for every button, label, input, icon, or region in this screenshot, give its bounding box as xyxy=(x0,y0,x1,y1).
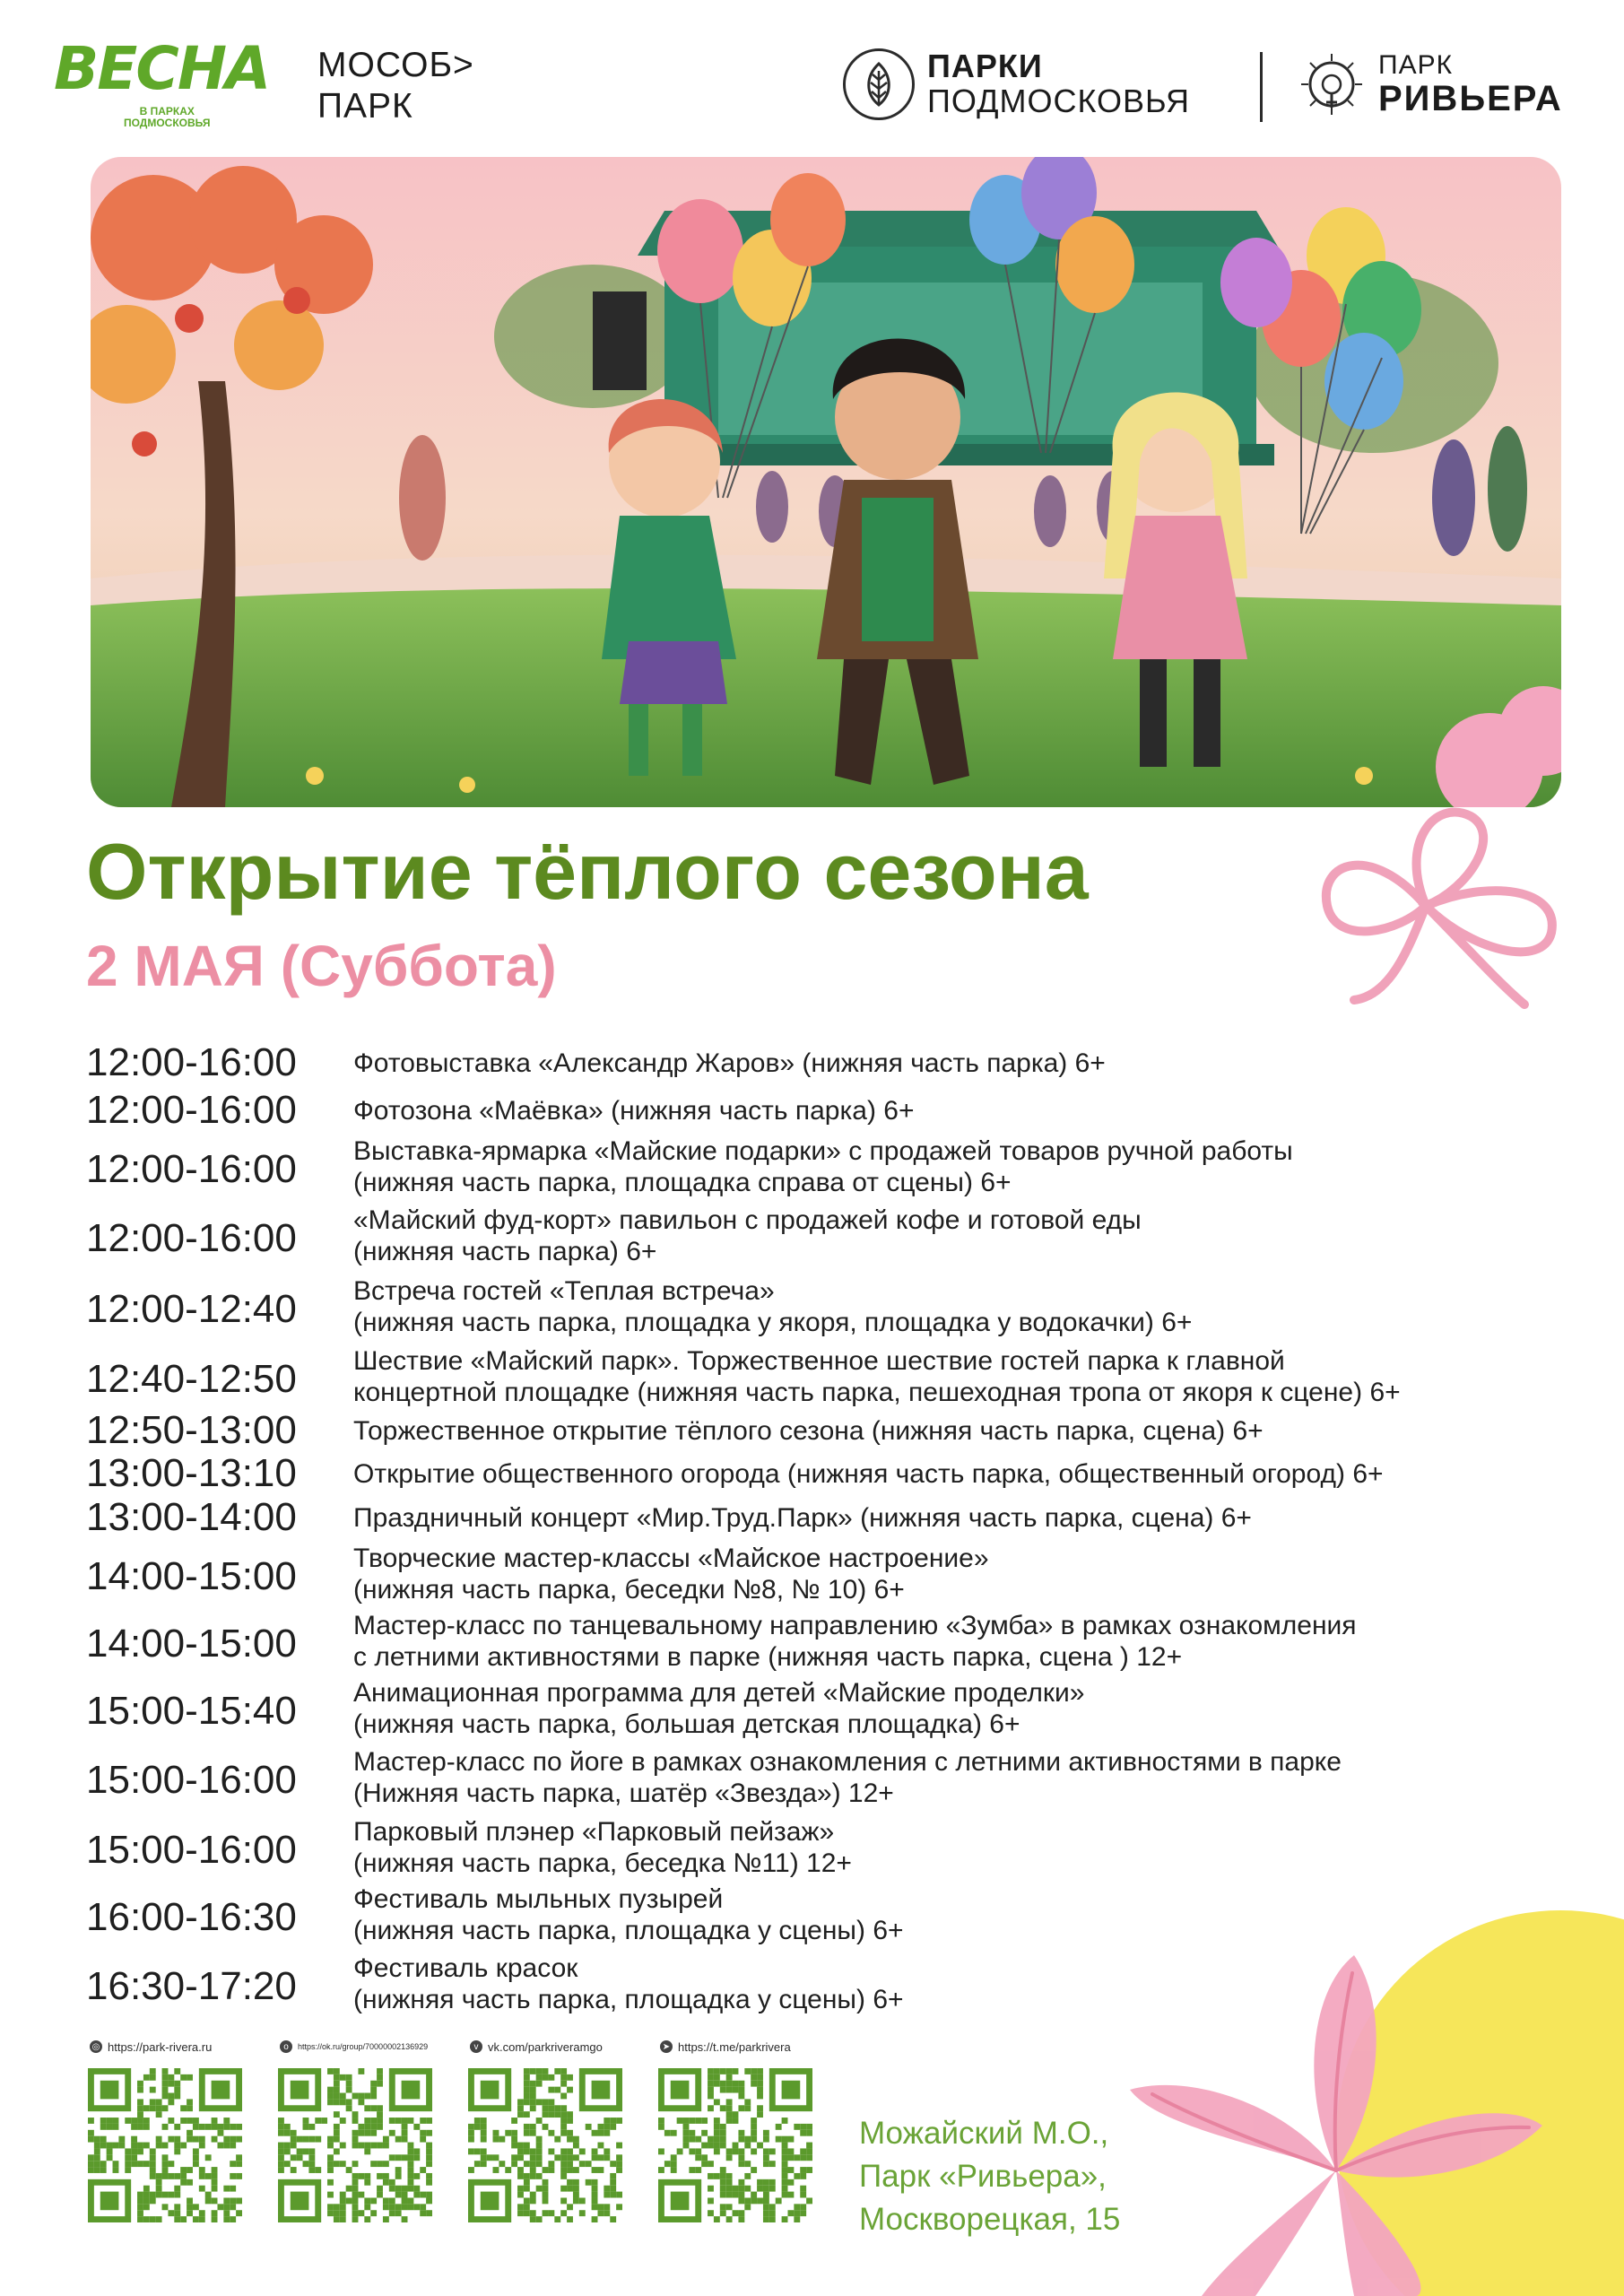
schedule-desc xyxy=(353,1205,1142,1267)
schedule-time: 15:00-16:00 xyxy=(86,1828,297,1872)
schedule-desc xyxy=(353,1095,915,1126)
qr-link-label: https://ok.ru/group/70000002136929 xyxy=(298,2042,429,2051)
event-title: Открытие тёплого сезона xyxy=(86,827,1089,916)
schedule-desc-line: Парковый плэнер «Парковый пейзаж» xyxy=(353,1817,835,1847)
qr-block-vk[interactable] xyxy=(468,2038,638,2227)
riviera-line2: РИВЬЕРА xyxy=(1378,79,1563,118)
schedule-desc xyxy=(353,1677,1084,1740)
schedule-desc-line: (нижняя часть парка, площадка у сцены) 6+ xyxy=(353,1916,904,1945)
schedule-desc-line: (нижняя часть парка, площадка у якоря, площадка у водокачки) 6+ xyxy=(353,1308,1193,1337)
schedule-time: 12:00-16:00 xyxy=(86,1040,297,1084)
address-line: Москворецкая, 15 xyxy=(859,2202,1121,2237)
schedule-time: 14:00-15:00 xyxy=(86,1554,297,1598)
schedule-desc xyxy=(353,1345,1401,1408)
schedule-desc xyxy=(353,1610,1357,1673)
schedule-desc-line: Мастер-класс по танцевальному направлению «Зумба» в рамках ознакомления xyxy=(353,1611,1357,1640)
schedule-time: 12:00-12:40 xyxy=(86,1287,297,1331)
qr-code-icon[interactable] xyxy=(468,2068,622,2222)
schedule-desc-line: Творческие мастер-классы «Майское настроение» xyxy=(353,1544,989,1573)
qr-link-label: vk.com/parkriveramgo xyxy=(488,2039,603,2054)
schedule-desc-line: (нижняя часть парка, беседка №11) 12+ xyxy=(353,1848,852,1878)
schedule-desc xyxy=(353,1746,1342,1809)
schedule-desc-line: Шествие «Майский парк». Торжественное шествие гостей парка к главной xyxy=(353,1346,1285,1376)
schedule-desc-line: Фестиваль мыльных пузырей xyxy=(353,1884,724,1914)
vesna-logo-subtitle xyxy=(124,106,210,129)
schedule-time: 13:00-14:00 xyxy=(86,1495,297,1539)
schedule-desc xyxy=(353,1952,904,2015)
vk-icon: v xyxy=(470,2040,482,2053)
globe-icon: ◎ xyxy=(90,2040,102,2053)
parki-line1: ПАРКИ xyxy=(927,48,1043,84)
schedule-desc-line: Выставка-ярмарка «Майские подарки» с продажей товаров ручной работы xyxy=(353,1136,1293,1166)
schedule-desc-line: Открытие общественного огорода (нижняя часть парка, общественный огород) 6+ xyxy=(353,1459,1384,1489)
event-date: 2 МАЯ (Суббота) xyxy=(86,934,557,998)
schedule-time: 12:00-16:00 xyxy=(86,1088,297,1132)
schedule-desc xyxy=(353,1048,1106,1079)
address-line: Можайский М.О., xyxy=(859,2116,1109,2151)
schedule-desc-line: (нижняя часть парка, большая детская площадка) 6+ xyxy=(353,1709,1020,1739)
vesna-sub-line1: В ПАРКАХ xyxy=(139,105,195,117)
telegram-icon: ➤ xyxy=(660,2040,673,2053)
address-line: Парк «Ривьера», xyxy=(859,2159,1107,2194)
schedule-desc xyxy=(353,1502,1252,1534)
schedule-desc xyxy=(353,1135,1293,1198)
riviera-line1: ПАРК xyxy=(1378,50,1454,80)
parki-line2: ПОДМОСКОВЬЯ xyxy=(927,83,1191,119)
decor-flower-bottom xyxy=(1121,1937,1624,2296)
schedule-time: 14:00-15:00 xyxy=(86,1622,297,1665)
qr-block-ok[interactable] xyxy=(278,2038,448,2227)
schedule-desc xyxy=(353,1458,1384,1490)
ok-icon: o xyxy=(280,2040,292,2053)
logo-mosoblpark xyxy=(317,45,474,127)
schedule-desc-line: Фотовыставка «Александр Жаров» (нижняя часть парка) 6+ xyxy=(353,1048,1106,1078)
schedule-desc-line: (нижняя часть парка, беседки №8, № 10) 6+ xyxy=(353,1575,905,1605)
schedule-desc xyxy=(353,1275,1192,1338)
schedule-desc-line: Фотозона «Маёвка» (нижняя часть парка) 6+ xyxy=(353,1096,915,1126)
schedule-time: 12:00-16:00 xyxy=(86,1147,297,1191)
schedule-time: 12:50-13:00 xyxy=(86,1408,297,1452)
mosobl-line1: МОСОБ> xyxy=(317,46,474,84)
mosobl-line2: ПАРК xyxy=(317,87,413,126)
schedule-time: 16:00-16:30 xyxy=(86,1895,297,1939)
schedule-time: 15:00-16:00 xyxy=(86,1758,297,1802)
schedule-desc-line: Торжественное открытие тёплого сезона (нижняя часть парка, сцена) 6+ xyxy=(353,1416,1264,1446)
schedule-desc-line: «Майский фуд-корт» павильон с продажей кофе и готовой еды xyxy=(353,1205,1142,1235)
schedule-desc-line: концертной площадке (нижняя часть парка, пешеходная тропа от якоря к сцене) 6+ xyxy=(353,1378,1401,1407)
vesna-logo-word: ВЕСНА xyxy=(54,34,270,103)
schedule-desc-line: Праздничный концерт «Мир.Труд.Парк» (нижняя часть парка, сцена) 6+ xyxy=(353,1503,1252,1533)
qr-link-label: https://t.me/parkrivera xyxy=(678,2039,791,2054)
decor-flower-top xyxy=(1291,789,1624,1013)
qr-link-label: https://park-rivera.ru xyxy=(108,2039,213,2054)
logo-park-riviera xyxy=(1296,48,1563,120)
logo-parki-podmoskovya xyxy=(843,48,1190,120)
leaf-icon xyxy=(843,48,915,120)
schedule-desc xyxy=(353,1816,852,1879)
schedule-desc-line: Фестиваль красок xyxy=(353,1953,578,1983)
qr-code-icon[interactable] xyxy=(658,2068,812,2222)
venue-address xyxy=(859,2112,1120,2241)
qr-link-vk[interactable] xyxy=(470,2038,638,2056)
schedule-time: 12:00-16:00 xyxy=(86,1216,297,1260)
qr-link-ok[interactable] xyxy=(280,2038,448,2056)
schedule-desc-line: (нижняя часть парка, площадка у сцены) 6+ xyxy=(353,1985,904,2014)
schedule-desc xyxy=(353,1415,1264,1447)
riviera-emblem-icon xyxy=(1296,48,1368,120)
logo-vesna xyxy=(54,34,270,138)
schedule-desc-line: (нижняя часть парка) 6+ xyxy=(353,1237,657,1266)
vesna-sub-line2: ПОДМОСКОВЬЯ xyxy=(124,117,211,129)
schedule-desc xyxy=(353,1883,904,1946)
qr-link-website[interactable] xyxy=(90,2038,258,2056)
schedule-desc xyxy=(353,1543,989,1605)
schedule-time: 15:00-15:40 xyxy=(86,1689,297,1733)
schedule-desc-line: Мастер-класс по йоге в рамках ознакомления с летними активностями в парке xyxy=(353,1747,1342,1777)
schedule-desc-line: (нижняя часть парка, площадка справа от сцены) 6+ xyxy=(353,1168,1012,1197)
qr-code-icon[interactable] xyxy=(88,2068,242,2222)
header-divider xyxy=(1260,52,1263,122)
qr-block-telegram[interactable] xyxy=(658,2038,829,2227)
schedule-desc-line: (Нижняя часть парка, шатёр «Звезда») 12+ xyxy=(353,1779,894,1808)
schedule-desc-line: с летними активностями в парке (нижняя часть парка, сцена ) 12+ xyxy=(353,1642,1183,1672)
qr-block-website[interactable] xyxy=(88,2038,258,2227)
hero-illustration xyxy=(91,157,1561,807)
schedule-time: 12:40-12:50 xyxy=(86,1357,297,1401)
qr-link-telegram[interactable] xyxy=(660,2038,829,2056)
schedule-time: 13:00-13:10 xyxy=(86,1451,297,1495)
schedule-desc-line: Встреча гостей «Теплая встреча» xyxy=(353,1276,775,1306)
schedule-time: 16:30-17:20 xyxy=(86,1964,297,2008)
schedule-desc-line: Анимационная программа для детей «Майские проделки» xyxy=(353,1678,1085,1708)
qr-code-icon[interactable] xyxy=(278,2068,432,2222)
